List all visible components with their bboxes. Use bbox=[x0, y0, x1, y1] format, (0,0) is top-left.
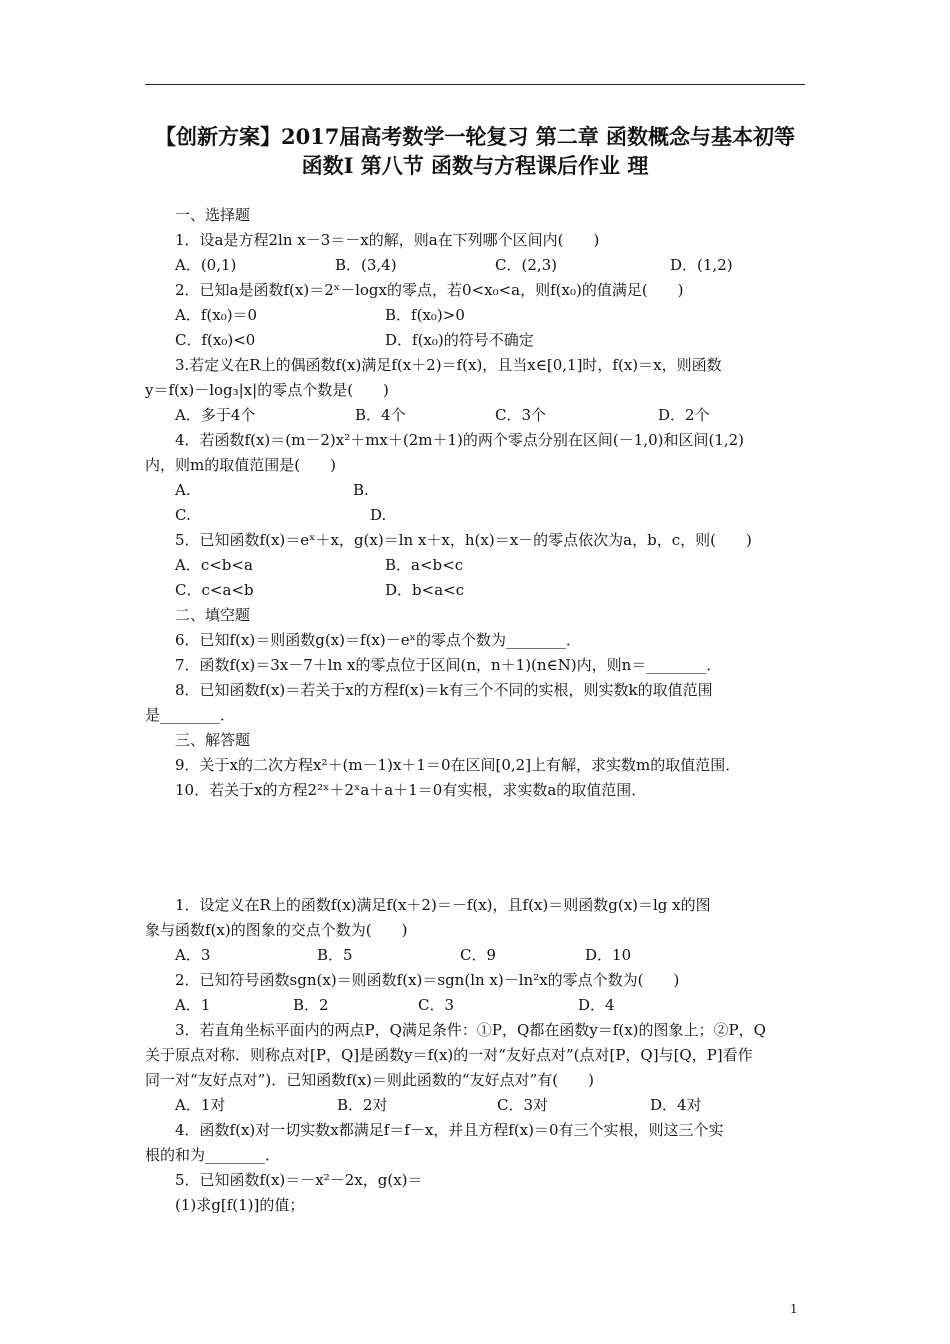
option-b: B．(3,4) bbox=[335, 256, 397, 274]
title-line-1: 【创新方案】2017届高考数学一轮复习 第二章 函数概念与基本初等 bbox=[154, 124, 796, 149]
question-2-stem: 2．已知a是函数f(x)＝2ˣ－logx的零点，若0<x₀<a，则f(x₀)的值满足( ) bbox=[175, 281, 684, 299]
part2-question-5-line-2: (1)求g[f(1)]的值； bbox=[175, 1196, 305, 1214]
question-6: 6．已知f(x)＝则函数g(x)＝f(x)－eˣ的零点个数为________． bbox=[175, 631, 581, 649]
option-b: B．a<b<c bbox=[385, 556, 464, 574]
part2-question-1-line-2: 象与函数f(x)的图象的交点个数为( ) bbox=[145, 921, 408, 939]
question-1-options bbox=[145, 253, 807, 278]
option-b: B. bbox=[353, 481, 369, 499]
option-d: D．10 bbox=[585, 946, 632, 964]
part2-question-1-options bbox=[145, 943, 807, 968]
question-5-options-row-1 bbox=[145, 553, 807, 578]
header-rule bbox=[145, 84, 805, 85]
question-4-line-2: 内，则m的取值范围是( ) bbox=[145, 456, 336, 474]
part2-question-4-line-2: 根的和为________． bbox=[145, 1146, 281, 1164]
option-c: C. bbox=[175, 506, 191, 524]
option-c: C．f(x₀)<0 bbox=[175, 331, 256, 349]
section-heading-fill: 二、填空题 bbox=[175, 606, 251, 624]
part2-question-4-line-1: 4．函数f(x)对一切实数x都满足f＝f－x，并且方程f(x)＝0有三个实根，则这三个实 bbox=[175, 1121, 724, 1139]
question-3-line-2: y＝f(x)－log₃|x|的零点个数是( ) bbox=[145, 381, 389, 399]
option-a: A．多于4个 bbox=[175, 406, 256, 424]
question-7: 7．函数f(x)＝3x－7＋ln x的零点位于区间(n，n＋1)(n∈N)内，则n＝________． bbox=[175, 656, 722, 674]
option-a: A．f(x₀)＝0 bbox=[175, 306, 258, 324]
option-b: B．5 bbox=[317, 946, 353, 964]
blank-gap bbox=[145, 803, 807, 848]
title-line-2: 函数Ⅰ 第八节 函数与方程课后作业 理 bbox=[301, 153, 649, 178]
document-title bbox=[120, 122, 830, 180]
question-1-stem: 1．设a是方程2ln x－3＝－x的解，则a在下列哪个区间内( ) bbox=[175, 231, 600, 249]
document-body bbox=[145, 203, 807, 1218]
option-c: C．c<a<b bbox=[175, 581, 254, 599]
part2-question-3-line-1: 3．若直角坐标平面内的两点P，Q满足条件：①P，Q都在函数y＝f(x)的图象上；②P，Q bbox=[175, 1021, 766, 1039]
page-number: 1 bbox=[790, 1302, 798, 1316]
option-d: D．2个 bbox=[658, 406, 710, 424]
part2-question-2-options bbox=[145, 993, 807, 1018]
option-a: A. bbox=[175, 481, 191, 499]
question-2-options-row-2 bbox=[145, 328, 807, 353]
question-5-stem: 5．已知函数f(x)＝eˣ＋x，g(x)＝ln x＋x，h(x)＝x－的零点依次为a，b，c，则( ) bbox=[175, 531, 752, 549]
option-c: C．9 bbox=[460, 946, 497, 964]
option-a: A．(0,1) bbox=[175, 256, 237, 274]
part2-question-3-line-3: 同一对“友好点对”)．已知函数f(x)＝则此函数的“友好点对”有( ) bbox=[145, 1071, 594, 1089]
question-4-options-row-1 bbox=[145, 478, 807, 503]
part2-question-5-line-1: 5．已知函数f(x)＝－x²－2x，g(x)＝ bbox=[175, 1171, 423, 1189]
question-2-options-row-1 bbox=[145, 303, 807, 328]
option-c: C．3 bbox=[418, 996, 455, 1014]
question-8-line-2: 是________． bbox=[145, 706, 236, 724]
question-4-line-1: 4．若函数f(x)＝(m－2)x²＋mx＋(2m＋1)的两个零点分别在区间(－1,0)和区间(1,2) bbox=[175, 431, 745, 449]
part2-question-2-stem: 2．已知符号函数sgn(x)＝则函数f(x)＝sgn(ln x)－ln²x的零点个数为( ) bbox=[175, 971, 680, 989]
section-heading-choice: 一、选择题 bbox=[175, 206, 251, 224]
option-c: C．3对 bbox=[497, 1096, 549, 1114]
option-c: C．(2,3) bbox=[495, 256, 558, 274]
question-10: 10．若关于x的方程2²ˣ＋2ˣa＋a＋1＝0有实根，求实数a的取值范围． bbox=[175, 781, 647, 799]
part2-question-3-options bbox=[145, 1093, 807, 1118]
option-d: D．f(x₀)的符号不确定 bbox=[385, 331, 534, 349]
option-a: A．c<b<a bbox=[175, 556, 253, 574]
part2-question-1-line-1: 1．设定义在R上的函数f(x)满足f(x＋2)＝－f(x)，且f(x)＝则函数g(x)＝lg x的图 bbox=[175, 896, 711, 914]
option-d: D．(1,2) bbox=[670, 256, 733, 274]
question-3-line-1: 3.若定义在R上的偶函数f(x)满足f(x＋2)＝f(x)，且当x∈[0,1]时，f(x)＝x，则函数 bbox=[175, 356, 722, 374]
option-b: B．2对 bbox=[337, 1096, 388, 1114]
option-d: D．b<a<c bbox=[385, 581, 465, 599]
part2-question-3-line-2: 关于原点对称．则称点对[P，Q]是函数y＝f(x)的一对“友好点对”(点对[P，Q]与[Q，P]看作 bbox=[145, 1046, 753, 1064]
option-d: D．4 bbox=[578, 996, 615, 1014]
option-d: D．4对 bbox=[650, 1096, 702, 1114]
option-c: C．3个 bbox=[495, 406, 547, 424]
option-a: A．1对 bbox=[175, 1096, 226, 1114]
option-b: B．f(x₀)>0 bbox=[385, 306, 465, 324]
question-3-options bbox=[145, 403, 807, 428]
option-b: B．4个 bbox=[355, 406, 406, 424]
option-d: D. bbox=[370, 506, 387, 524]
question-9: 9．关于x的二次方程x²＋(m－1)x＋1＝0在区间[0,2]上有解，求实数m的取值范围． bbox=[175, 756, 741, 774]
option-b: B．2 bbox=[293, 996, 329, 1014]
section-heading-solve: 三、解答题 bbox=[175, 731, 251, 749]
blank-gap bbox=[145, 848, 807, 893]
question-4-options-row-2 bbox=[145, 503, 807, 528]
option-a: A．1 bbox=[175, 996, 211, 1014]
question-8-line-1: 8．已知函数f(x)＝若关于x的方程f(x)＝k有三个不同的实根，则实数k的取值范围 bbox=[175, 681, 713, 699]
option-a: A．3 bbox=[175, 946, 211, 964]
question-5-options-row-2 bbox=[145, 578, 807, 603]
